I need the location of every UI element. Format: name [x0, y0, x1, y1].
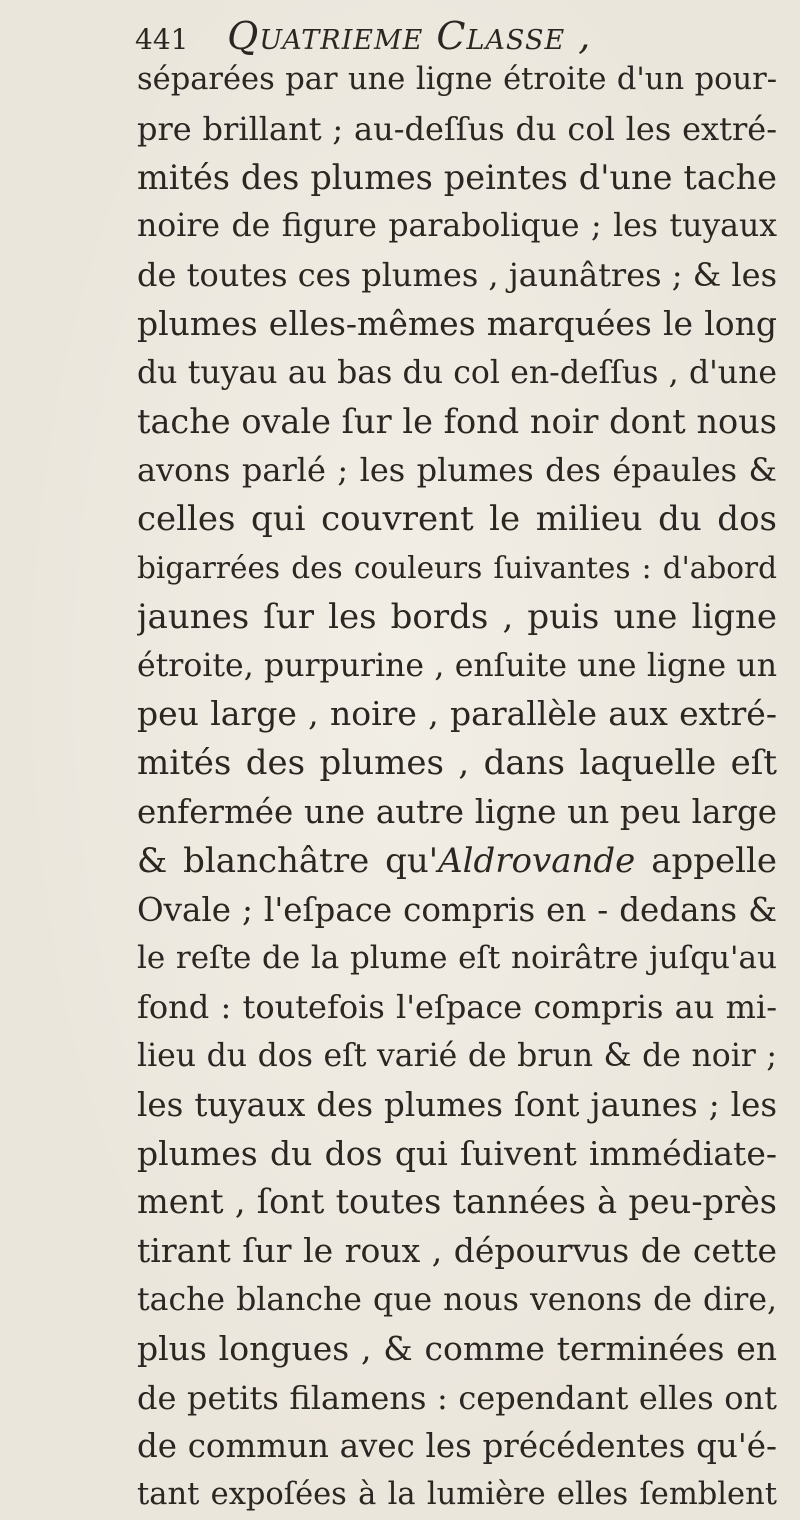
- body-text: [137, 56, 777, 1520]
- text-line: plumes elles-mêmes marquées le long: [137, 303, 777, 343]
- text-line-aldrovande: [137, 837, 777, 886]
- text-line: avons parlé ; les plumes des épaules &: [137, 451, 777, 490]
- running-title: Quatrieme Classe ,: [227, 14, 592, 58]
- text-line: de petits filamens : cependant elles ont: [137, 1378, 777, 1417]
- text-line: les tuyaux des plumes ſont jaunes ; les: [137, 1085, 777, 1124]
- text-fragment: appelle: [635, 840, 777, 881]
- text-line: mités des plumes peintes d'une tache: [137, 157, 777, 197]
- text-line: noire de figure parabolique ; les tuyaux: [137, 208, 777, 245]
- text-line: plus longues , & comme terminées en: [137, 1328, 777, 1368]
- text-line: du tuyau au bas du col en-deſſus , d'une: [137, 354, 777, 391]
- text-line: tant expoſées à la lumière elles ſemblent: [137, 1477, 777, 1513]
- running-head: [135, 14, 775, 58]
- text-line: pre brillant ; au-deſſus du col les extré-: [137, 109, 777, 148]
- text-line: fond : toutefois l'eſpace compris au mi-: [137, 988, 777, 1027]
- text-line: étroite, purpurine , enſuite une ligne un: [137, 647, 777, 684]
- text-fragment: & blanchâtre qu': [137, 840, 439, 881]
- text-line: celles qui couvrent le milieu du dos: [137, 499, 777, 540]
- italic-name-aldrovande: Aldrovande: [438, 840, 636, 881]
- text-line: peu large , noire , parallèle aux extré-: [137, 694, 777, 734]
- text-line: tache blanche que nous venons de dire,: [137, 1281, 777, 1318]
- text-line: tache ovale ſur le fond noir dont nous: [137, 401, 777, 441]
- text-line: mités des plumes , dans laquelle eſt: [137, 743, 777, 784]
- text-line: le reſte de la plume eſt noirâtre juſqu'au: [137, 940, 777, 977]
- text-line: plumes du dos qui ſuivent immédiate-: [137, 1133, 777, 1173]
- page-number: 441: [135, 23, 189, 56]
- text-line: bigarrées des couleurs ſuivantes : d'abord: [137, 550, 777, 585]
- text-line: de toutes ces plumes , jaunâtres ; & les: [137, 256, 777, 295]
- text-line: enfermée une autre ligne un peu large: [137, 792, 777, 831]
- text-line: de commun avec les précédentes qu'é-: [137, 1427, 777, 1466]
- text-line: ment , ſont toutes tannées à peu-près: [137, 1182, 777, 1222]
- text-line: séparées par une ligne étroite d'un pour-: [137, 62, 777, 97]
- text-line: jaunes ſur les bords , puis une ligne: [137, 596, 777, 637]
- text-line: lieu du dos eſt varié de brun & de noir ;: [137, 1037, 777, 1074]
- text-line: Ovale ; l'eſpace compris en - dedans &: [137, 890, 777, 929]
- text-line: tirant ſur le roux , dépourvus de cette: [137, 1231, 777, 1271]
